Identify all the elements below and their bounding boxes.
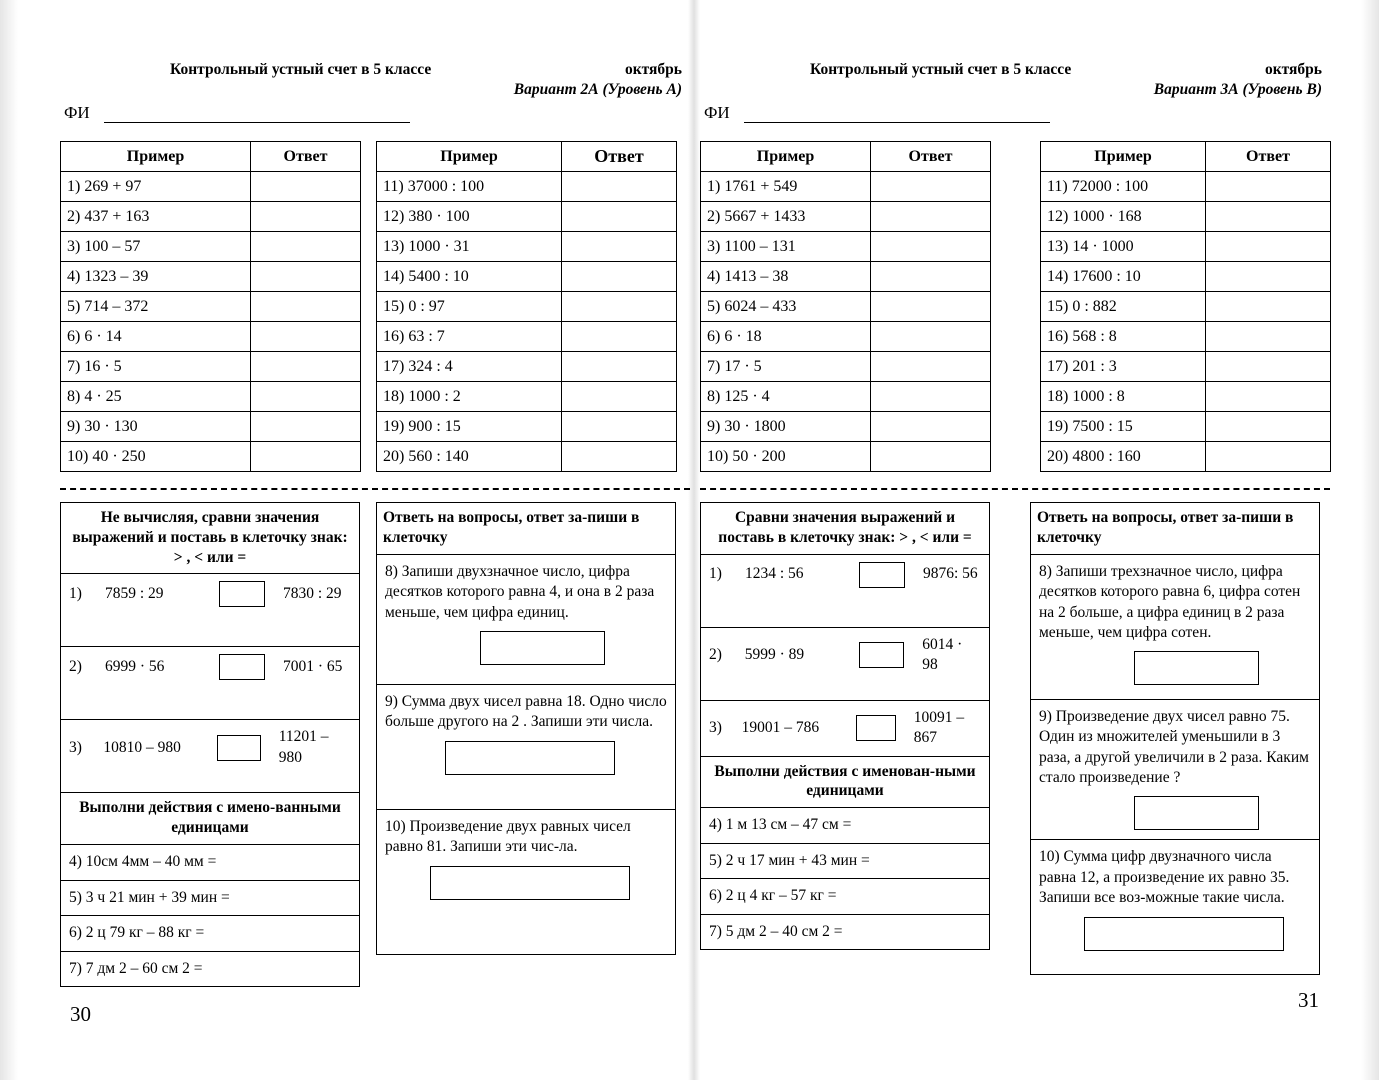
task-text: 20) 4800 : 160 xyxy=(1041,442,1206,472)
units-item[interactable]: 5) 2 ч 17 мин + 43 мин = xyxy=(701,844,989,879)
item-index: 1) xyxy=(709,565,722,583)
compare-item xyxy=(61,720,359,792)
task-text: 1) 269 + 97 xyxy=(61,172,251,202)
question-item xyxy=(377,685,675,810)
th-example: Пример xyxy=(1041,142,1206,172)
task-text: 3) 100 – 57 xyxy=(61,232,251,262)
answer-input-box[interactable] xyxy=(430,866,630,900)
sign-input-box[interactable] xyxy=(859,642,905,668)
left-title: Контрольный устный счет в 5 классе xyxy=(170,61,432,78)
question-text: 9) Произведение двух чисел равно 75. Один из множителей уменьшили в 3 раза, а другой увеличили в 2 раза. Каким стало произведение ? xyxy=(1039,707,1309,787)
question-text: 9) Сумма двух чисел равна 18. Одно число больше другого на 2 . Запиши эти числа. xyxy=(385,692,667,731)
item-left-expr: 5999 · 89 xyxy=(744,645,805,663)
answer-cell[interactable] xyxy=(871,442,991,472)
left-fi-label: ФИ xyxy=(64,103,90,122)
task-text: 9) 30 · 1800 xyxy=(701,412,871,442)
left-questions-block xyxy=(376,502,676,955)
table-row xyxy=(377,172,677,202)
item-left-expr: 7859 : 29 xyxy=(105,585,164,603)
question-item xyxy=(1031,700,1319,841)
table-row xyxy=(377,232,677,262)
right-compare-header: Сравни значения выражений и поставь в клеточку знак: > , < или = xyxy=(701,503,989,555)
answer-cell[interactable] xyxy=(562,322,677,352)
compare-item xyxy=(61,574,359,647)
task-text: 14) 5400 : 10 xyxy=(377,262,562,292)
answer-cell[interactable] xyxy=(1206,352,1331,382)
table-row xyxy=(377,292,677,322)
left-table-2 xyxy=(376,141,677,472)
answer-cell[interactable] xyxy=(562,292,677,322)
task-text: 17) 201 : 3 xyxy=(1041,352,1206,382)
th-example: Пример xyxy=(377,142,562,172)
task-text: 16) 568 : 8 xyxy=(1041,322,1206,352)
table-row xyxy=(61,382,361,412)
item-left-expr: 6999 · 56 xyxy=(105,658,165,676)
table-row xyxy=(1041,172,1331,202)
item-right-expr: 7830 : 29 xyxy=(283,585,342,603)
left-month: октябрь xyxy=(624,61,682,78)
th-example: Пример xyxy=(701,142,871,172)
item-index: 3) xyxy=(709,718,722,736)
task-text: 18) 1000 : 2 xyxy=(377,382,562,412)
table-row xyxy=(377,442,677,472)
table-row xyxy=(61,172,361,202)
right-divider xyxy=(700,488,1330,490)
answer-input-box[interactable] xyxy=(445,741,615,775)
item-right-expr: 10091 – 867 xyxy=(913,708,965,747)
table-row xyxy=(61,292,361,322)
right-name-field[interactable] xyxy=(700,103,1330,133)
table-row xyxy=(61,322,361,352)
units-item[interactable]: 5) 3 ч 21 мин + 39 мин = xyxy=(61,881,359,916)
left-lower-section xyxy=(60,502,690,987)
units-item[interactable]: 4) 1 м 13 см – 47 см = xyxy=(701,808,989,843)
right-units-header: Выполни действия с именован-ными единицами xyxy=(701,757,989,809)
table-row xyxy=(1041,262,1331,292)
task-text: 8) 4 · 25 xyxy=(61,382,251,412)
right-exercise-tables xyxy=(700,141,1330,472)
right-compare-block xyxy=(700,502,990,757)
answer-cell[interactable] xyxy=(251,292,361,322)
question-item xyxy=(1031,840,1319,974)
answer-input-box[interactable] xyxy=(1134,651,1259,685)
task-text: 5) 6024 – 433 xyxy=(701,292,871,322)
page-edge-right xyxy=(1361,0,1379,1080)
table-row xyxy=(701,202,991,232)
task-text: 15) 0 : 882 xyxy=(1041,292,1206,322)
table-row xyxy=(701,352,991,382)
item-left-expr: 1234 : 56 xyxy=(745,565,804,583)
task-text: 12) 380 · 100 xyxy=(377,202,562,232)
left-variant: Вариант 2А (Уровень А) xyxy=(513,81,682,98)
sign-input-box[interactable] xyxy=(219,654,265,680)
task-text: 4) 1323 – 39 xyxy=(61,262,251,292)
item-right-expr: 6014 · 98 xyxy=(922,635,963,674)
answer-cell[interactable] xyxy=(1206,292,1331,322)
right-variant: Вариант 3А (Уровень В) xyxy=(1153,81,1322,98)
answer-cell[interactable] xyxy=(251,352,361,382)
compare-item xyxy=(701,701,989,756)
task-text: 19) 7500 : 15 xyxy=(1041,412,1206,442)
item-index: 1) xyxy=(69,585,82,603)
task-text: 11) 72000 : 100 xyxy=(1041,172,1206,202)
task-text: 20) 560 : 140 xyxy=(377,442,562,472)
right-questions-header: Ответь на вопросы, ответ за-пиши в клеточку xyxy=(1031,503,1319,555)
task-text: 5) 714 – 372 xyxy=(61,292,251,322)
answer-cell[interactable] xyxy=(251,262,361,292)
task-text: 12) 1000 · 168 xyxy=(1041,202,1206,232)
left-compare-block xyxy=(60,502,360,793)
table-row xyxy=(61,442,361,472)
right-header xyxy=(700,55,1330,101)
question-text: 8) Запиши двухзначное число, цифра десятков которого равна 4, и она в 2 раза меньше, чем цифра единиц. xyxy=(385,562,655,621)
sign-input-box[interactable] xyxy=(859,562,905,588)
answer-cell[interactable] xyxy=(251,322,361,352)
table-row xyxy=(1041,322,1331,352)
task-text: 11) 37000 : 100 xyxy=(377,172,562,202)
right-units-block xyxy=(700,757,990,950)
table-row xyxy=(61,202,361,232)
answer-cell[interactable] xyxy=(251,232,361,262)
table-row xyxy=(377,322,677,352)
table-row xyxy=(1041,412,1331,442)
task-text: 17) 324 : 4 xyxy=(377,352,562,382)
task-text: 6) 6 · 14 xyxy=(61,322,251,352)
th-answer: Ответ xyxy=(871,142,991,172)
task-text: 16) 63 : 7 xyxy=(377,322,562,352)
table-row xyxy=(377,262,677,292)
units-item[interactable]: 7) 7 дм 2 – 60 см 2 = xyxy=(69,959,203,977)
answer-cell[interactable] xyxy=(251,202,361,232)
table-row xyxy=(701,322,991,352)
task-text: 1) 1761 + 549 xyxy=(701,172,871,202)
task-text: 9) 30 · 130 xyxy=(61,412,251,442)
units-item[interactable]: 4) 10см 4мм – 40 мм = xyxy=(61,845,359,880)
th-answer: Ответ xyxy=(251,142,361,172)
left-name-field[interactable] xyxy=(60,103,690,133)
compare-item xyxy=(701,628,989,701)
task-text: 2) 437 + 163 xyxy=(61,202,251,232)
question-text: 10) Сумма цифр двузначного числа равна 12, а произведение их равно 35. Запиши все воз-можные такие числа. xyxy=(1039,848,1290,907)
answer-cell[interactable] xyxy=(1206,202,1331,232)
answer-cell[interactable] xyxy=(251,172,361,202)
left-compare-header: Не вычисляя, сравни значения выражений и поставь в клеточку знак: > , < или = xyxy=(61,503,359,574)
table-row xyxy=(701,412,991,442)
answer-cell[interactable] xyxy=(1206,172,1331,202)
compare-item xyxy=(701,555,989,628)
task-text: 10) 50 · 200 xyxy=(701,442,871,472)
item-index: 2) xyxy=(69,658,82,676)
sign-input-box[interactable] xyxy=(217,735,260,761)
item-right-expr: 9876: 56 xyxy=(923,565,978,583)
task-text: 3) 1100 – 131 xyxy=(701,232,871,262)
left-units-header: Выполни действия с имено-ванными единицами xyxy=(61,793,359,845)
task-text: 19) 900 : 15 xyxy=(377,412,562,442)
answer-cell[interactable] xyxy=(871,412,991,442)
answer-cell[interactable] xyxy=(251,412,361,442)
task-text: 10) 40 · 250 xyxy=(61,442,251,472)
table-row xyxy=(61,352,361,382)
task-text: 18) 1000 : 8 xyxy=(1041,382,1206,412)
answer-cell[interactable] xyxy=(871,352,991,382)
answer-cell[interactable] xyxy=(871,292,991,322)
table-row xyxy=(1041,382,1331,412)
answer-cell[interactable] xyxy=(251,442,361,472)
answer-cell[interactable] xyxy=(1206,442,1331,472)
table-row xyxy=(701,232,991,262)
page-number-left: 30 xyxy=(70,1002,91,1026)
table-row xyxy=(377,412,677,442)
task-text: 4) 1413 – 38 xyxy=(701,262,871,292)
units-item[interactable]: 7) 5 дм 2 – 40 см 2 = xyxy=(709,922,843,940)
answer-cell[interactable] xyxy=(1206,382,1331,412)
sign-input-box[interactable] xyxy=(856,715,896,741)
table-row xyxy=(61,262,361,292)
answer-cell[interactable] xyxy=(1206,262,1331,292)
answer-cell[interactable] xyxy=(871,262,991,292)
table-row xyxy=(1041,202,1331,232)
table-row xyxy=(1041,292,1331,322)
left-units-block xyxy=(60,793,360,986)
table-row xyxy=(701,262,991,292)
answer-cell[interactable] xyxy=(871,172,991,202)
answer-cell[interactable] xyxy=(871,232,991,262)
th-answer: Ответ xyxy=(1206,142,1331,172)
th-answer: Ответ xyxy=(562,142,677,172)
table-row xyxy=(377,382,677,412)
compare-item xyxy=(61,647,359,720)
table-row xyxy=(377,352,677,382)
answer-input-box[interactable] xyxy=(480,631,605,665)
left-divider xyxy=(60,488,690,490)
right-table-2 xyxy=(1040,141,1331,472)
answer-cell[interactable] xyxy=(562,352,677,382)
answer-cell[interactable] xyxy=(871,322,991,352)
table-row xyxy=(701,172,991,202)
units-item[interactable]: 6) 2 ц 79 кг – 88 кг = xyxy=(61,916,359,951)
right-lower-section xyxy=(700,502,1330,975)
table-row xyxy=(701,292,991,322)
table-row xyxy=(377,202,677,232)
item-right-expr: 11201 – 980 xyxy=(278,728,329,766)
page-number-right: 31 xyxy=(1298,988,1319,1012)
table-row xyxy=(61,412,361,442)
item-right-expr: 7001 · 65 xyxy=(283,658,343,676)
left-table-1 xyxy=(60,141,361,472)
table-row xyxy=(1041,352,1331,382)
units-item[interactable]: 6) 2 ц 4 кг – 57 кг = xyxy=(701,879,989,914)
answer-input-box[interactable] xyxy=(1134,796,1259,830)
table-row xyxy=(701,382,991,412)
table-row xyxy=(1041,232,1331,262)
question-item xyxy=(1031,555,1319,700)
task-text: 7) 17 · 5 xyxy=(701,352,871,382)
page-edge-left xyxy=(0,0,18,1080)
answer-cell[interactable] xyxy=(1206,322,1331,352)
left-exercise-tables xyxy=(60,141,690,472)
right-page xyxy=(700,55,1330,975)
right-title: Контрольный устный счет в 5 классе xyxy=(810,61,1072,78)
item-index: 3) xyxy=(69,738,82,756)
answer-cell[interactable] xyxy=(871,382,991,412)
answer-cell[interactable] xyxy=(562,382,677,412)
table-row xyxy=(701,442,991,472)
answer-input-box[interactable] xyxy=(1084,917,1284,951)
answer-cell[interactable] xyxy=(871,202,991,232)
right-table-1 xyxy=(700,141,991,472)
task-text: 13) 14 · 1000 xyxy=(1041,232,1206,262)
left-questions-header: Ответь на вопросы, ответ за-пиши в клеточку xyxy=(377,503,675,555)
table-row xyxy=(61,232,361,262)
task-text: 2) 5667 + 1433 xyxy=(701,202,871,232)
answer-cell[interactable] xyxy=(562,172,677,202)
th-example: Пример xyxy=(61,142,251,172)
answer-cell[interactable] xyxy=(562,412,677,442)
question-item xyxy=(377,555,675,685)
sign-input-box[interactable] xyxy=(219,581,265,607)
task-text: 8) 125 · 4 xyxy=(701,382,871,412)
answer-cell[interactable] xyxy=(1206,412,1331,442)
left-header xyxy=(60,55,690,101)
left-fi-line[interactable] xyxy=(104,122,410,123)
item-index: 2) xyxy=(709,645,722,663)
answer-cell[interactable] xyxy=(562,232,677,262)
question-text: 8) Запиши трехзначное число, цифра десятков которого равна 6, цифра сотен на 2 больше, а цифра единиц в 2 раза меньше, чем цифра сотен. xyxy=(1039,562,1301,642)
answer-cell[interactable] xyxy=(1206,232,1331,262)
right-fi-line[interactable] xyxy=(744,122,1050,123)
task-text: 13) 1000 · 31 xyxy=(377,232,562,262)
item-left-expr: 19001 – 786 xyxy=(741,718,820,736)
answer-cell[interactable] xyxy=(562,202,677,232)
task-text: 7) 16 · 5 xyxy=(61,352,251,382)
question-text: 10) Произведение двух равных чисел равно 81. Запиши эти чис-ла. xyxy=(385,817,631,856)
answer-cell[interactable] xyxy=(251,382,361,412)
task-text: 6) 6 · 18 xyxy=(701,322,871,352)
task-text: 14) 17600 : 10 xyxy=(1041,262,1206,292)
right-fi-label: ФИ xyxy=(704,103,730,122)
answer-cell[interactable] xyxy=(562,262,677,292)
question-item xyxy=(377,810,675,954)
left-page xyxy=(60,55,690,987)
right-month: октябрь xyxy=(1264,61,1322,78)
item-left-expr: 10810 – 980 xyxy=(103,738,181,756)
right-questions-block xyxy=(1030,502,1320,975)
answer-cell[interactable] xyxy=(562,442,677,472)
task-text: 15) 0 : 97 xyxy=(377,292,562,322)
table-row xyxy=(1041,442,1331,472)
